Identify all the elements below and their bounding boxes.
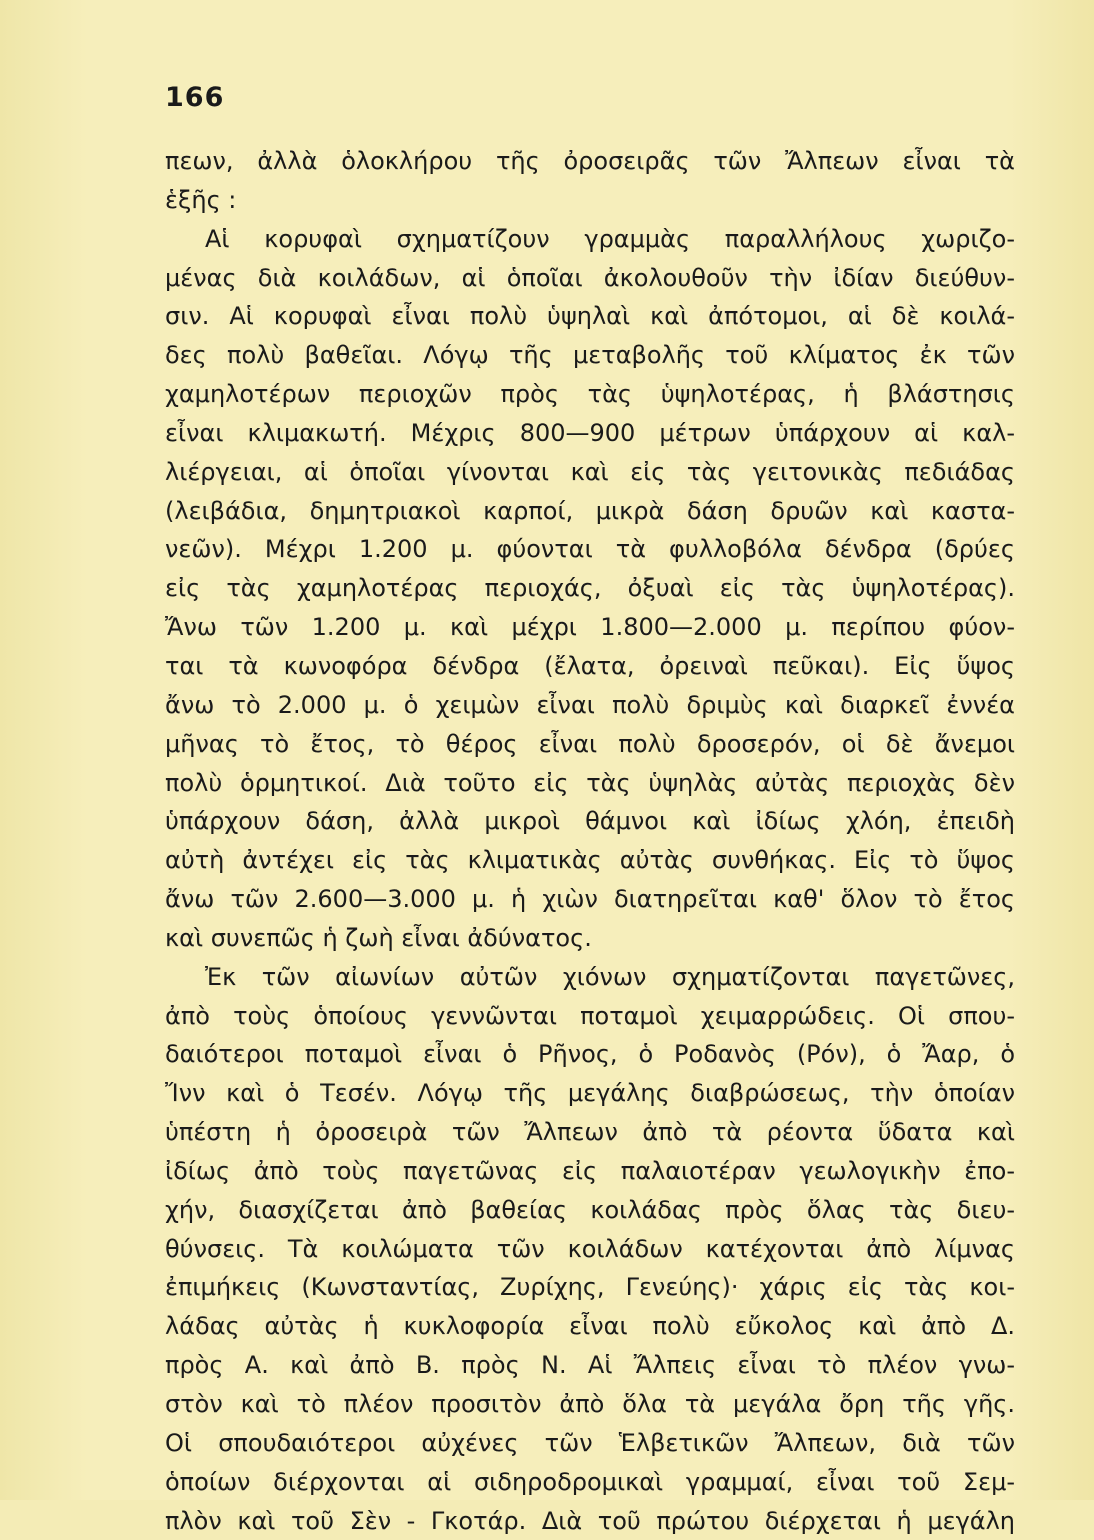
page-number: 166 bbox=[165, 82, 225, 113]
text-line: ἐπιμήκεις (Κωνσταντίας, Ζυρίχης, Γενεύης)· χάρις εἰς τὰς κοι- bbox=[165, 1273, 1015, 1302]
text-line: Ἴνν καὶ ὁ Τεσέν. Λόγῳ τῆς μεγάλης διαβρώσεως, τὴν ὁποίαν bbox=[165, 1079, 1015, 1108]
text-line: θύνσεις. Τὰ κοιλώματα τῶν κοιλάδων κατέχονται ἀπὸ λίμνας bbox=[165, 1234, 1015, 1263]
text-line: Ἐκ τῶν αἰωνίων αὐτῶν χιόνων σχηματίζονται παγετῶνες, bbox=[205, 962, 1015, 991]
text-line: σιν. Αἱ κορυφαὶ εἶναι πολὺ ὑψηλαὶ καὶ ἀπότομοι, αἱ δὲ κοιλά- bbox=[165, 302, 1015, 331]
text-line: αὐτὴ ἀντέχει εἰς τὰς κλιματικὰς αὐτὰς συνθήκας. Εἰς τὸ ὕψος bbox=[165, 846, 1015, 875]
text-line: (λειβάδια, δημητριακοὶ καρποί, μικρὰ δάση δρυῶν καὶ καστα- bbox=[165, 496, 1015, 525]
text-line: ἰδίως ἀπὸ τοὺς παγετῶνας εἰς παλαιοτέραν γεωλογικὴν ἐπο- bbox=[165, 1156, 1015, 1185]
text-line: λιέργειαι, αἱ ὁποῖαι γίνονται καὶ εἰς τὰς γειτονικὰς πεδιάδας bbox=[165, 457, 1015, 486]
text-line: μῆνας τὸ ἔτος, τὸ θέρος εἶναι πολὺ δροσερόν, οἱ δὲ ἄνεμοι bbox=[165, 729, 1015, 758]
text-line: εἰς τὰς χαμηλοτέρας περιοχάς, ὀξυαὶ εἰς τὰς ὑψηλοτέρας). bbox=[165, 574, 1015, 603]
text-line: Αἱ κορυφαὶ σχηματίζουν γραμμὰς παραλλήλους χωριζο- bbox=[205, 224, 1015, 253]
text-line: δες πολὺ βαθεῖαι. Λόγῳ τῆς μεταβολῆς τοῦ κλίματος ἐκ τῶν bbox=[165, 341, 1015, 370]
text-line: λάδας αὐτὰς ἡ κυκλοφορία εἶναι πολὺ εὔκολος καὶ ἀπὸ Δ. bbox=[165, 1312, 1015, 1341]
text-line: καὶ συνεπῶς ἡ ζωὴ εἶναι ἀδύνατος. bbox=[165, 923, 592, 952]
text-line: χαμηλοτέρων περιοχῶν πρὸς τὰς ὑψηλοτέρας, ἡ βλάστησις bbox=[165, 380, 1015, 409]
text-line: δαιότεροι ποταμοὶ εἶναι ὁ Ρῆνος, ὁ Ροδανὸς (Ρόν), ὁ Ἄαρ, ὁ bbox=[165, 1040, 1015, 1069]
text-line: μένας διὰ κοιλάδων, αἱ ὁποῖαι ἀκολουθοῦν τὴν ἰδίαν διεύθυν- bbox=[165, 263, 1015, 292]
text-line: ὑπάρχουν δάση, ἀλλὰ μικροὶ θάμνοι καὶ ἰδίως χλόη, ἐπειδὴ bbox=[165, 807, 1015, 836]
body-text bbox=[165, 142, 1015, 1540]
text-line: Ἄνω τῶν 1.200 μ. καὶ μέχρι 1.800—2.000 μ. περίπου φύον- bbox=[165, 613, 1015, 642]
text-line: ὁποίων διέρχονται αἱ σιδηροδρομικαὶ γραμμαί, εἶναι τοῦ Σεμ- bbox=[165, 1467, 1015, 1496]
text-line: χήν, διασχίζεται ἀπὸ βαθείας κοιλάδας πρὸς ὅλας τὰς διευ- bbox=[165, 1195, 1015, 1224]
text-line: πρὸς Α. καὶ ἀπὸ Β. πρὸς Ν. Αἱ Ἄλπεις εἶναι τὸ πλέον γνω- bbox=[165, 1351, 1015, 1380]
text-line: ἑξῆς : bbox=[165, 185, 237, 214]
text-line: ὑπέστη ἡ ὀροσειρὰ τῶν Ἄλπεων ἀπὸ τὰ ρέοντα ὕδατα καὶ bbox=[165, 1118, 1015, 1147]
text-line: πολὺ ὁρμητικοί. Διὰ τοῦτο εἰς τὰς ὑψηλὰς αὐτὰς περιοχὰς δὲν bbox=[165, 768, 1015, 797]
text-line: στὸν καὶ τὸ πλέον προσιτὸν ἀπὸ ὅλα τὰ μεγάλα ὄρη τῆς γῆς. bbox=[165, 1390, 1015, 1418]
text-line: ἄνω τὸ 2.000 μ. ὁ χειμὼν εἶναι πολὺ δριμὺς καὶ διαρκεῖ ἐννέα bbox=[165, 690, 1015, 719]
text-line: εἶναι κλιμακωτή. Μέχρις 800—900 μέτρων ὑπάρχουν αἱ καλ- bbox=[165, 418, 1015, 447]
text-line: ἄνω τῶν 2.600—3.000 μ. ἡ χιὼν διατηρεῖται καθ' ὅλον τὸ ἔτος bbox=[165, 885, 1015, 914]
text-line: ται τὰ κωνοφόρα δένδρα (ἔλατα, ὀρειναὶ πεῦκαι). Εἰς ὕψος bbox=[165, 651, 1015, 680]
text-line: νεῶν). Μέχρι 1.200 μ. φύονται τὰ φυλλοβόλα δένδρα (δρύες bbox=[165, 535, 1015, 564]
text-line: πλὸν καὶ τοῦ Σὲν - Γκοτάρ. Διὰ τοῦ πρώτου διέρχεται ἡ μεγάλη bbox=[165, 1506, 1015, 1535]
text-line: Οἱ σπουδαιότεροι αὐχένες τῶν Ἑλβετικῶν Ἄλπεων, διὰ τῶν bbox=[165, 1428, 1015, 1457]
text-line: ἀπὸ τοὺς ὁποίους γεννῶνται ποταμοὶ χειμαρρώδεις. Οἱ σπου- bbox=[165, 1001, 1015, 1030]
text-line: πεων, ἀλλὰ ὁλοκλήρου τῆς ὀροσειρᾶς τῶν Ἄλπεων εἶναι τὰ bbox=[165, 147, 1015, 175]
